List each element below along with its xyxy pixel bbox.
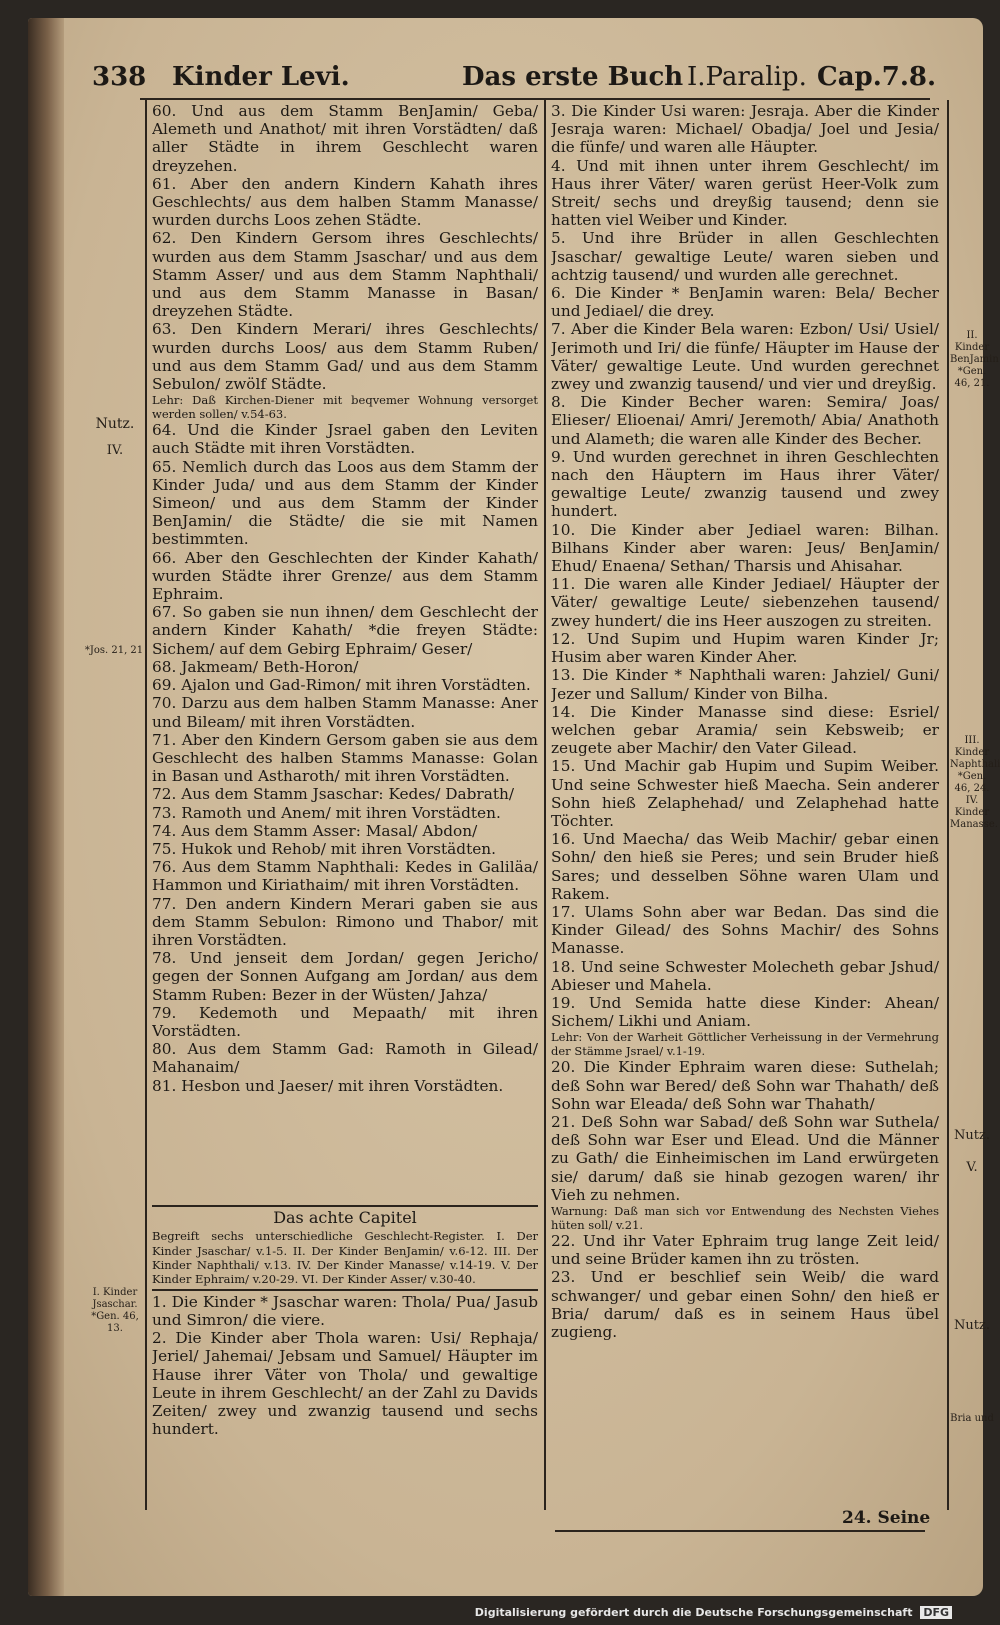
verse-63: 63. Den Kindern Merari/ ihres Geschlechts/ wurden durchs Loos/ aus dem Stamm Ruben/ und aus dem Stamm Gad/ und aus dem Stamm Sebulon/ zwölf Städte. [152,320,538,394]
verse-65: 65. Nemlich durch das Loos aus dem Stamm der Kinder Juda/ und aus dem Stamm der Kinder Simeon/ und aus dem Stamm der Kinder BenJamin/ die Städte/ die sie mit Namen bestimmten. [152,457,538,549]
margin-note: Nutz. [954,1128,990,1143]
margin-note: V. [966,1160,978,1175]
verse-14: 14. Die Kinder Manasse sind diese: Esriel/ welchen gebar Aramia/ sein Kebsweib; er zeugete aber Machir/ den Vater Gilead. [551,702,939,758]
verse-13: 13. Die Kinder * Naphthali waren: Jahziel/ Guni/ Jezer und Sallum/ Kinder von Bilha. [551,666,939,703]
chapter-separator [152,1205,538,1207]
verse-77: 77. Den andern Kindern Merari gaben sie aus dem Stamm Sebulon: Rimono und Thabor/ mit ihren Vorstädten. [152,894,538,949]
margin-note: II. Kinder BenJamin *Gen. 46, 21. [950,330,999,389]
verse-80: 80. Aus dem Stamm Gad: Ramoth in Gilead/ Mahanaim/ [152,1040,538,1077]
page-number: 338 [92,62,147,92]
warning-note: Warnung: Daß man sich vor Entwendung des Nechsten Viehes hüten soll/ v.21. [551,1203,939,1232]
verse-71: 71. Aber den Kindern Gersom gaben sie aus dem Geschlecht des halben Stamms Manasse: Golan in Basan und Astharoth/ mit ihren Vorstädten. [152,730,538,786]
verse-76: 76. Aus dem Stamm Naphthali: Kedes in Galiläa/ Hammon und Kiriathaim/ mit ihren Vorstädten. [152,858,538,895]
chapter-8-verse-1: 1. Die Kinder * Jsaschar waren: Thola/ Pua/ Jasub und Simron/ die viere. [152,1292,538,1330]
margin-note: I. Kinder Jsaschar. *Gen. 46, 13. [91,1287,139,1334]
verse-75: 75. Hukok und Rehob/ mit ihren Vorstädten. [152,839,497,858]
verse-8: 8. Die Kinder Becher waren: Semira/ Joas/ Elieser/ Elioenai/ Amri/ Jeremoth/ Abia/ Anathoth und Alameth; die waren alle Kinder des Becher. [551,393,939,448]
verse-70: 70. Darzu aus dem halben Stamm Manasse: Aner und Bileam/ mit ihren Vorstädten. [152,694,538,731]
verse-15: 15. Und Machir gab Hupim und Supim Weiber. Und seine Schwester hieß Maecha. Sein anderer Sohn hieß Zelaphehad/ und Zelaphehad hatte Töchter. [551,757,939,830]
doctrine-note: Lehr: Von der Warheit Göttlicher Verheissung in der Vermehrung der Stämme Jsrael/ v.1-19. [551,1030,939,1059]
verse-74: 74. Aus dem Stamm Asser: Masal/ Abdon/ [152,821,478,840]
verse-69: 69. Ajalon und Gad-Rimon/ mit ihren Vorstädten. [152,676,531,695]
margin-note: *Jos. 21, 21 [84,645,144,656]
header-rule [140,98,930,100]
verse-62: 62. Den Kindern Gersom ihres Geschlechts/ wurden aus dem Stamm Jsaschar/ und aus dem Stamm Asser/ und aus dem Stamm Naphthali/ und aus dem Stamm Manasse in Basan/ dreyzehen Städte. [152,229,538,321]
book-name: I.Paralip. [687,62,807,92]
digitization-credit [475,1606,952,1619]
verse-11: 11. Die waren alle Kinder Jediael/ Häupter der Väter/ gewaltige Leute/ siebenzehen tausend/ zwey hundert/ die ins Heer auszogen zu streiten. [551,575,939,630]
verse-23: 23. Und er beschlief sein Weib/ die ward schwanger/ und gebar einen Sohn/ den hieß er Bria/ darum/ daß es in seinem Haus übel zugieng. [551,1268,939,1341]
running-title-left: Kinder Levi. [172,62,350,92]
running-title-center: Das erste Buch [462,62,684,92]
verse-66: 66. Aber den Geschlechten der Kinder Kahath/ wurden Städte ihrer Grenze/ aus dem Stamm Ephraim. [152,548,538,604]
credit-text: Digitalisierung gefördert durch die Deutsche Forschungsgemeinschaft [474,1606,913,1619]
verse-68: 68. Jakmeam/ Beth-Horon/ [152,657,359,676]
verse-18: 18. Und seine Schwester Molecheth gebar Jshud/ Abieser und Mahela. [551,957,939,994]
verse-17: 17. Ulams Sohn aber war Bedan. Das sind die Kinder Gilead/ des Sohns Machir/ des Sohns Manasse. [551,902,939,958]
chapter-heading: Cap.7.8. [817,62,937,92]
chapter-title: Das achte Capitel [273,1208,417,1227]
margin-note: Nutz. [954,1318,990,1333]
center-column-rule [544,100,546,1510]
verse-20: 20. Die Kinder Ephraim waren diese: Suthelah; deß Sohn war Bered/ deß Sohn war Thahath/ deß Sohn war Eleada/ deß Sohn war Thahath/ [551,1058,939,1113]
verse-16: 16. Und Maecha/ das Weib Machir/ gebar einen Sohn/ den hieß sie Peres; und sein Bruder hieß Sares; und desselben Söhne waren Ulam und Rakem. [551,830,939,903]
verse-19: 19. Und Semida hatte diese Kinder: Ahean/ Sichem/ Likhi und Aniam. [551,993,939,1031]
verse-6: 6. Die Kinder * BenJamin waren: Bela/ Becher und Jediael/ die drey. [551,284,939,321]
chapter-8-block [152,1202,538,1470]
verse-64: 64. Und die Kinder Jsrael gaben den Leviten auch Städte mit ihren Vorstädten. [152,421,538,458]
left-column [152,102,538,1200]
verse-9: 9. Und wurden gerechnet in ihren Geschlechten nach den Häuptern im Haus ihrer Väter/ gewaltige Leute/ zwanzig tausend und zwey hundert. [551,447,939,521]
verse-12: 12. Und Supim und Hupim waren Kinder Jr; Husim aber waren Kinder Aher. [551,629,939,667]
verse-72: 72. Aus dem Stamm Jsaschar: Kedes/ Dabrath/ [152,785,514,804]
verse-21: 21. Deß Sohn war Sabad/ deß Sohn war Suthela/ deß Sohn war Eser und Elead. Und die Männer zu Gath/ die Einheimischen im Land erwürgeten sie/ darum/ daß sie hinab gezogen waren/ ihr Vieh zu nehmen. [551,1112,939,1204]
footer-rule [555,1530,925,1532]
book-spine [28,18,64,1596]
chapter-summary: Begreift sechs unterschiedliche Geschlecht-Register. I. Der Kinder Jsaschar/ v.1-5. II. Der Kinder BenJamin/ v.6-12. III. Der Kinder Naphthali/ v.13. IV. Der Kinder Manasse/ v.14-19. V. Der Kinder Ephraim/ v.20-29. VI. Der Kinder Asser/ v.30-40. [152,1229,538,1287]
verse-67: 67. So gaben sie nun ihnen/ dem Geschlecht der andern Kinder Kahath/ *die freyen Städte: Sichem/ auf dem Gebirg Ephraim/ Geser/ [152,603,538,658]
verse-79: 79. Kedemoth und Mepaath/ mit ihren Vorstädten. [152,1003,538,1040]
margin-note: Nutz. [95,416,135,432]
verse-78: 78. Und jenseit dem Jordan/ gegen Jericho/ gegen der Sonnen Aufgang am Jordan/ aus dem Stamm Ruben: Bezer in der Wüsten/ Jahza/ [152,949,538,1004]
verse-73: 73. Ramoth und Anem/ mit ihren Vorstädten. [152,803,501,822]
right-column [551,102,939,1502]
verse-3: 3. Die Kinder Usi waren: Jesraja. Aber die Kinder Jesraja waren: Michael/ Obadja/ Joel und Jesia/ die fünfe/ und waren alle Häupter. [551,102,939,157]
catchword: 24. Seine [842,1508,931,1528]
summary-rule [152,1289,538,1291]
chapter-8-verse-2: 2. Die Kinder aber Thola waren: Usi/ Rephaja/ Jeriel/ Jahemai/ Jebsam und Samuel/ Häupter im Hause ihrer Väter von Thola/ und gewaltige Leute in ihrem Geschlecht/ an der Zahl zu Davids Zeiten/ zwey und zwanzig tausend und sechs hundert. [152,1329,538,1439]
verse-60: 60. Und aus dem Stamm BenJamin/ Geba/ Alemeth und Anathot/ mit ihren Vorstädten/ daß aller Städte in ihrem Geschlecht waren dreyzehen. [152,102,538,175]
verse-7: 7. Aber die Kinder Bela waren: Ezbon/ Usi/ Usiel/ Jerimoth und Iri/ die fünfe/ Häupter im Hause der Väter/ gewaltige Leute. Und wurden gerechnet zwey und zwanzig tausend/ und vier und dreyßig. [551,320,939,394]
left-margin-rule [145,100,147,1510]
verse-22: 22. Und ihr Vater Ephraim trug lange Zeit leid/ und seine Brüder kamen ihn zu trösten. [551,1231,939,1269]
verse-5: 5. Und ihre Brüder in allen Geschlechten Jsaschar/ gewaltige Leute/ waren sieben und achtzig tausend/ und wurden alle gerechnet. [551,229,939,284]
verse-81: 81. Hesbon und Jaeser/ mit ihren Vorstädten. [152,1076,504,1095]
verse-4: 4. Und mit ihnen unter ihrem Geschlecht/ im Haus ihrer Väter/ waren gerüst Heer-Volk zum Streit/ sechs und dreyßig tausend; denn sie hatten viel Weiber und Kinder. [551,156,939,230]
margin-note: Bria und [950,1413,994,1424]
verse-61: 61. Aber den andern Kindern Kahath ihres Geschlechts/ aus dem halben Stamm Manasse/ wurden durchs Loos zehen Städte. [152,174,538,230]
dfg-logo: DFG [920,1606,952,1619]
right-margin-rule [947,100,949,1510]
margin-note: IV. [106,443,124,458]
verse-10: 10. Die Kinder aber Jediael waren: Bilhan. Bilhans Kinder aber waren: Jeus/ BenJamin/ Ehud/ Enaena/ Sethan/ Tharsis und Ahisahar. [551,520,939,576]
page-header [92,62,952,102]
doctrine-note: Lehr: Daß Kirchen-Diener mit beqvemer Wohnung versorget werden sollen/ v.54-63. [152,393,538,422]
margin-note: III. Kinder Naphthali *Gen. 46, 24. IV. Kinder Manasse. [950,735,1000,830]
